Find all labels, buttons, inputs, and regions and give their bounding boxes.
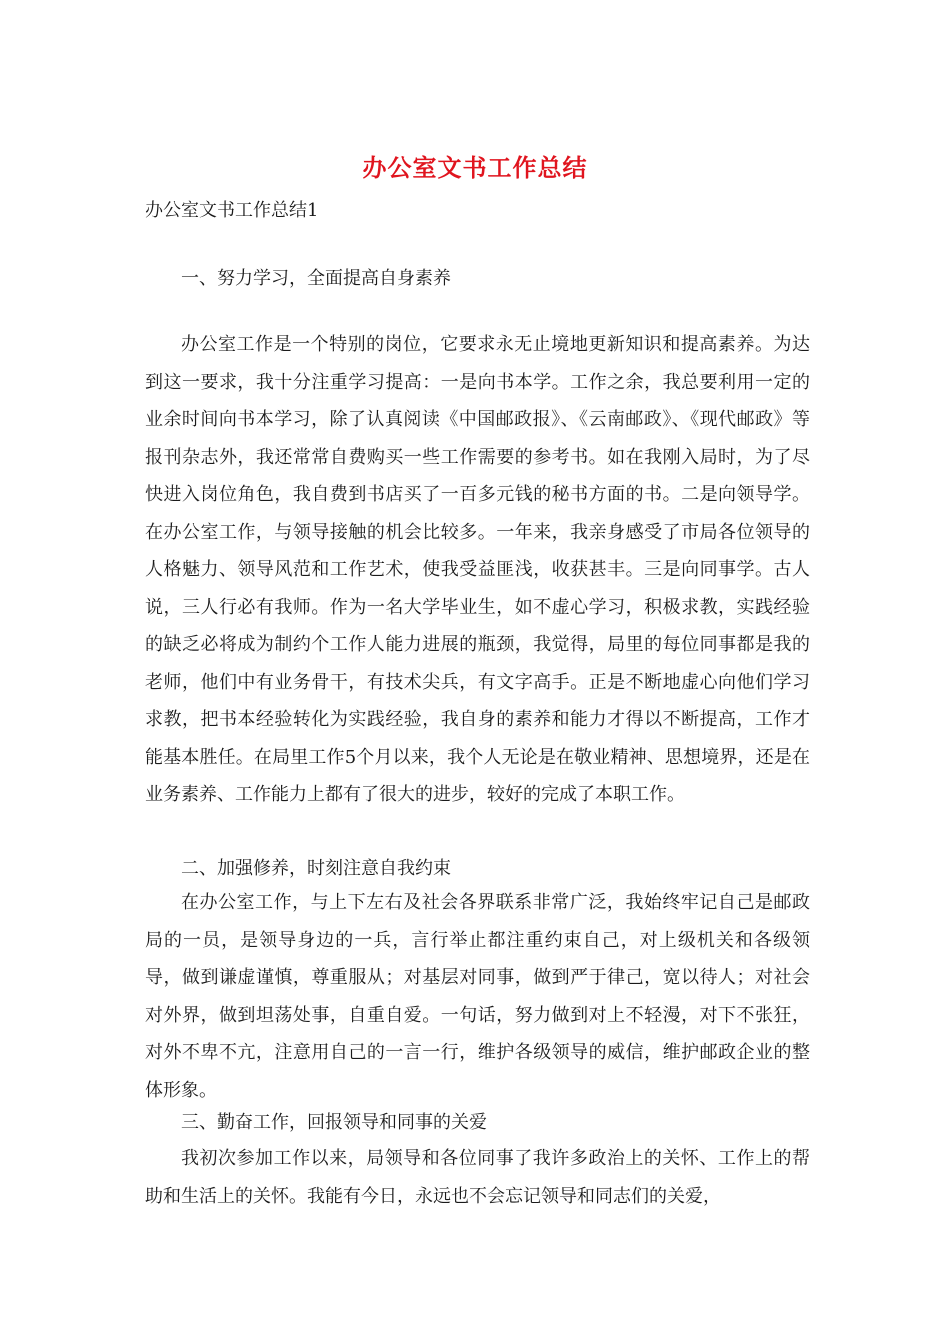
document-title: 办公室文书工作总结 <box>362 153 588 182</box>
section-1-paragraph: 办公室工作是一个特别的岗位，它要求永无止境地更新知识和提高素养。为达到这一要求，我十分注重学习提高：一是向书本学。工作之余，我总要利用一定的业余时间向书本学习，除了认真阅读《中国邮政报》、《云南邮政》、《现代邮政》等报刊杂志外，我还常常自费购买一些工作需要的参考书。如在我刚入局时，为了尽快进入岗位角色，我自费到书店买了一百多元钱的秘书方面的书。二是向领导学。在办公室工作，与领导接触的机会比较多。一年来，我亲身感受了市局各位领导的人格魅力、领导风范和工作艺术，使我受益匪浅，收获甚丰。三是向同事学。古人说，三人行必有我师。作为一名大学毕业生，如不虚心学习，积极求教，实践经验的缺乏必将成为制约个工作人能力进展的瓶颈，我觉得，局里的每位同事都是我的老师，他们中有业务骨干，有技术尖兵，有文字高手。正是不断地虚心向他们学习求教，把书本经验转化为实践经验，我自身的素养和能力才得以不断提高，工作才能基本胜任。在局里工作5个月以来，我个人无论是在敬业精神、思想境界，还是在业务素养、工作能力上都有了很大的进步，较好的完成了本职工作。 <box>145 334 810 805</box>
section-1-heading: 一、努力学习，全面提高自身素养 <box>181 268 451 289</box>
section-3-heading: 三、勤奋工作，回报领导和同事的关爱 <box>181 1112 487 1133</box>
section-3-paragraph: 我初次参加工作以来，局领导和各位同事了我许多政治上的关怀、工作上的帮助和生活上的关怀。我能有今日，永远也不会忘记领导和同志们的关爱， <box>145 1148 810 1207</box>
section-2-paragraph: 在办公室工作，与上下左右及社会各界联系非常广泛，我始终牢记自己是邮政局的一员，是领导身边的一兵，言行举止都注重约束自己，对上级机关和各级领导，做到谦虚谨慎，尊重服从；对基层对同事，做到严于律己，宽以待人；对社会对外界，做到坦荡处事，自重自爱。一句话，努力做到对上不轻漫，对下不张狂，对外不卑不亢，注意用自己的一言一行，维护各级领导的威信，维护邮政企业的整体形象。 <box>145 892 810 1101</box>
document-subtitle: 办公室文书工作总结1 <box>145 200 319 221</box>
section-2-heading: 二、加强修养，时刻注意自我约束 <box>181 858 451 879</box>
